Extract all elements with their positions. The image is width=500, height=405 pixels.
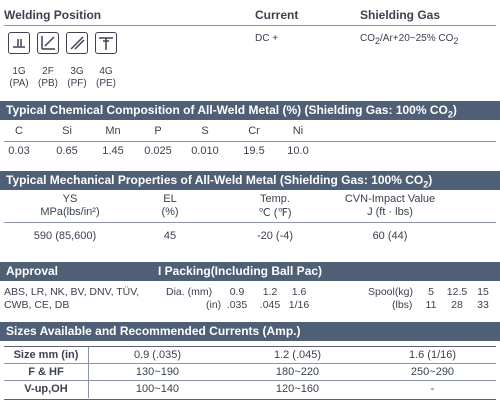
chem-header: C xyxy=(15,125,23,137)
sizes-row-label: V-up,OH xyxy=(24,383,68,395)
section-title: Typical Mechanical Properties of All-Weld Metal (Shielding Gas: 100% CO xyxy=(6,173,424,187)
sizes-cell: 250~290 xyxy=(410,366,455,378)
welding-position-heading: Welding Position xyxy=(4,8,102,22)
dia-in: 1/16 xyxy=(288,299,310,311)
gas-subscript: 2 xyxy=(375,36,381,46)
chem-header: Cr xyxy=(248,125,260,137)
chem-value: 19.5 xyxy=(243,145,265,157)
position-4g xyxy=(92,66,120,90)
gas-text: CO xyxy=(360,33,375,44)
chem-value: 0.025 xyxy=(144,145,172,157)
el-value: 45 xyxy=(163,230,177,242)
position-code: 1G xyxy=(12,66,26,77)
temp-value: -20 (-4) xyxy=(256,230,294,242)
sizes-cell: 1.6 (1/16) xyxy=(408,349,457,361)
el-label: EL xyxy=(163,193,177,205)
position-alt: (PE) xyxy=(96,78,116,89)
position-alt: (PB) xyxy=(38,78,58,89)
dia-mm: 1.6 xyxy=(291,286,307,298)
sizes-title-bar xyxy=(0,322,500,341)
approval-line-1: ABS, LR, NK, BV, DNV, TÜV, xyxy=(4,286,140,298)
temp-unit: ℃ (℉) xyxy=(258,207,292,219)
flat-position-icon xyxy=(8,32,30,54)
spool-kg: 15 xyxy=(477,286,489,298)
el-unit: (%) xyxy=(161,206,179,218)
sizes-row-label: F & HF xyxy=(28,366,64,378)
spool-lbs: 28 xyxy=(451,299,463,311)
title-end: ) xyxy=(452,103,457,117)
current-heading: Current xyxy=(255,8,299,22)
position-code: 4G xyxy=(99,66,113,77)
sizes-cell: - xyxy=(430,383,435,395)
chem-header: Mn xyxy=(105,125,121,137)
chem-header: Si xyxy=(62,125,72,137)
header-divider xyxy=(4,25,496,26)
position-3g xyxy=(63,66,91,90)
spool-lbs-label: (lbs) xyxy=(392,299,413,311)
spool-lbs: 11 xyxy=(425,299,437,311)
chem-header: Ni xyxy=(292,125,304,137)
gas-text: /Ar+20~25% CO xyxy=(380,33,454,44)
dia-in-label: (in) xyxy=(206,299,222,311)
title-subscript: 2 xyxy=(447,109,453,120)
current-value: DC + xyxy=(255,33,279,44)
dia-in: .045 xyxy=(259,299,281,311)
mech-divider xyxy=(4,222,496,223)
position-1g xyxy=(5,66,33,90)
chemical-composition-title-bar xyxy=(0,101,500,120)
sizes-bottom-rule xyxy=(4,399,496,400)
chem-value: 0.65 xyxy=(56,145,78,157)
dia-mm-label: Dia. (mm) xyxy=(166,286,213,298)
approval-packing-title-bar xyxy=(0,262,500,281)
sizes-cell: 180~220 xyxy=(275,366,320,378)
ys-unit: MPa(lbs/in²) xyxy=(40,206,100,218)
cvn-value: 60 (44) xyxy=(372,230,408,242)
ys-value: 590 (85,600) xyxy=(33,230,97,242)
sizes-cell: 100~140 xyxy=(135,383,180,395)
sizes-cell: 120~160 xyxy=(275,383,320,395)
approval-title: Approval xyxy=(6,264,59,278)
mechanical-properties-title-bar xyxy=(0,171,500,190)
dia-mm: 0.9 xyxy=(229,286,245,298)
chem-value: 1.45 xyxy=(102,145,124,157)
sizes-label-divider xyxy=(88,347,89,398)
position-code: 2F xyxy=(42,66,54,77)
sizes-cell: 1.2 (.045) xyxy=(273,349,322,361)
gas-subscript: 2 xyxy=(453,36,459,46)
position-alt: (PA) xyxy=(9,78,29,89)
chem-header: P xyxy=(154,125,162,137)
spool-kg-label: Spool(kg) xyxy=(368,286,413,298)
chem-value: 0.03 xyxy=(8,145,30,157)
section-title: Sizes Available and Recommended Currents (Amp.) xyxy=(6,324,301,338)
spool-kg: 5 xyxy=(428,286,434,298)
position-alt: (PF) xyxy=(67,78,87,89)
title-end: ) xyxy=(428,173,433,187)
sizes-cell: 0.9 (.035) xyxy=(133,349,182,361)
cvn-unit: J (ft · lbs) xyxy=(367,206,413,218)
ys-label: YS xyxy=(62,193,78,205)
sizes-divider xyxy=(4,380,496,381)
spool-lbs: 33 xyxy=(477,299,489,311)
shielding-gas-value xyxy=(360,33,458,46)
chem-header: S xyxy=(201,125,209,137)
section-title: Typical Chemical Composition of All-Weld Metal (%) (Shielding Gas: 100% CO xyxy=(6,103,448,117)
chem-value: 0.010 xyxy=(191,145,219,157)
dia-mm: 1.2 xyxy=(262,286,278,298)
sizes-row-label: Size mm (in) xyxy=(13,349,79,361)
title-subscript: 2 xyxy=(423,179,429,190)
sizes-cell: 130~190 xyxy=(135,366,180,378)
sizes-top-rule xyxy=(4,346,496,347)
vertical-up-icon xyxy=(66,32,88,54)
packing-title: I Packing(Including Ball Pac) xyxy=(158,264,323,278)
overhead-position-icon xyxy=(95,32,117,54)
shielding-gas-heading: Shielding Gas xyxy=(360,8,441,22)
horizontal-fillet-icon xyxy=(37,32,59,54)
dia-in: .035 xyxy=(226,299,248,311)
position-2f xyxy=(34,66,62,90)
temp-label: Temp. xyxy=(260,193,290,205)
cvn-label: CVN-Impact Value xyxy=(344,193,436,205)
chem-value: 10.0 xyxy=(287,145,309,157)
spool-kg: 12.5 xyxy=(446,286,468,298)
position-code: 3G xyxy=(70,66,84,77)
sizes-divider xyxy=(4,363,496,364)
chem-divider xyxy=(4,141,496,142)
approval-line-2: CWB, CE, DB xyxy=(4,299,70,311)
